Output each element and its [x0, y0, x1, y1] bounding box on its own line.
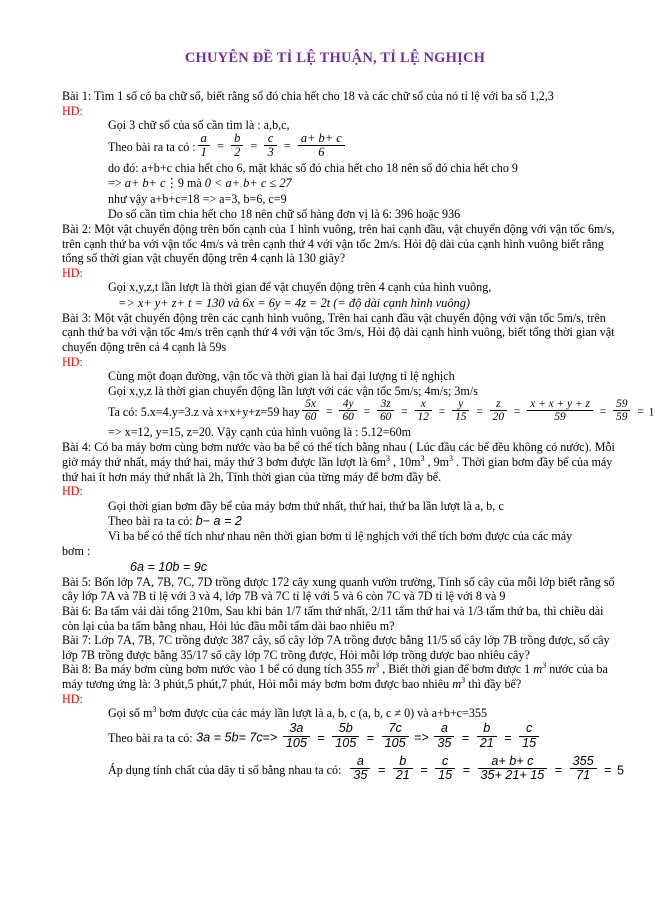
- fraction-59-over-59: $\frac{59}{59}$: [613, 398, 630, 424]
- exercise-1-divisibility: a+ b+ c: [124, 176, 166, 191]
- exercise-1-line-3: do đó: a+b+c chia hết cho 6, mặt khác số đó chia hết cho 18 nên số đó chia hết cho 9: [108, 161, 518, 176]
- page-title: CHUYÊN ĐỀ TỈ LỆ THUẬN, TỈ LỆ NGHỊCH: [184, 50, 486, 66]
- exercise-2-line-1: Gọi x,y,z,t lần lượt là thời gian để vật chuyển động trên 4 cạnh của hình vuông,: [108, 280, 492, 295]
- fraction-a-over-35: $\frac{a}{35}$: [434, 722, 454, 750]
- document-body: [0, 89, 670, 785]
- exercise-1-arrow: =>: [108, 176, 122, 191]
- exercise-3-hint-label: HD:: [62, 354, 83, 369]
- exercise-3-line-1: Cùng một đoạn đường, vận tốc và thời gian là hai đại lượng tỉ lệ nghịch: [108, 369, 455, 384]
- fraction-c-over-15-b: $\frac{c}{15}$: [435, 755, 455, 783]
- exercise-1-line-6: Do số cần tìm chia hết cho 18 nên chữ số hàng đơn vị là 6: 396 hoặc 936: [108, 206, 461, 221]
- exercise-4-line-4: bơm :: [62, 544, 91, 559]
- exercise-1-equation-1: [108, 130, 618, 161]
- fraction-x-over-12: $\frac{x}{12}$: [415, 398, 432, 424]
- exercise-1-solution: [62, 118, 618, 222]
- fraction-a-over-1: $\frac{a}{1}$: [198, 132, 210, 160]
- exercise-8-hint-label: HD:: [62, 691, 83, 706]
- exercise-4-solution: [62, 499, 618, 575]
- exercise-4-line-5: [62, 560, 618, 575]
- exercise-3-result: 1: [648, 405, 655, 418]
- exercise-1-line-1: Gọi 3 chữ số của số cần tìm là : a,b,c,: [108, 118, 290, 133]
- exercise-1-eq1-lead: Theo bài ra ta có :: [108, 139, 196, 154]
- exercise-1-line-4: => a+ b+ c⋮9 mà 0 < a+ b+ c ≤ 27: [108, 176, 292, 191]
- exercise-8-result: 5: [617, 762, 625, 777]
- exercise-3-eq-math: $\frac{5x}{60}$ = $\frac{4y}{60}$ = $\frac{3z}{60}$ = $\frac{x}{12}$ = $\frac{y}{15}$ = $\frac{z}{20}$ = $\frac{x + x + y + z}{59}$ = $\frac{59}{59}$ = 1: [300, 400, 654, 426]
- exercise-3-eq-lead: Ta có: 5.x=4.y=3.z và x+x+y+z=59 hay: [108, 404, 300, 419]
- exercise-1-statement: Bài 1: Tìm 1 số có ba chữ số, biết rằng số đó chia hết cho 18 và các chữ số của nó tỉ lệ với ba số 1,2,3: [62, 89, 554, 103]
- superscript-3-c: 3: [449, 453, 453, 463]
- exercise-2-line-2: => x+ y+ z+ t = 130 và 6x = 6y = 4z = 2t (= độ dài cạnh hình vuông): [118, 295, 471, 310]
- fraction-3a-over-105: $\frac{3a}{105}$: [283, 722, 310, 750]
- exercise-3-equation: [108, 397, 655, 426]
- exercise-5-statement: Bài 5: Bốn lớp 7A, 7B, 7C, 7D trồng được 172 cây xung quanh vườn trường, Tính số cây của mỗi lớp biết rằng số cây lớp 7A và 7B tỉ lệ với 3 và 4, lớp 7B và 7C tỉ lệ với 5 và 6 còn 7C và 7D tỉ lệ với 8 và 9: [62, 574, 615, 604]
- superscript-3-d: 3: [152, 705, 157, 715]
- unit-m-cubed-2: $m^3$: [533, 661, 547, 677]
- exercise-8-solution: [62, 705, 625, 785]
- exercise-4-eq-6a-10b-9c: 6a = 10b = 9c: [130, 559, 208, 574]
- exercise-8-equation-1: [108, 721, 618, 752]
- superscript-3-a: 3: [386, 453, 390, 463]
- fraction-c-over-15: $\frac{c}{15}$: [519, 722, 539, 750]
- fraction-c-over-3: $\frac{c}{3}$: [264, 132, 276, 160]
- exercise-4-hint-label: HD:: [62, 484, 83, 499]
- exercise-4-statement: Bài 4: Có ba máy bơm cùng bơm nước vào ba bể có thể tích bằng nhau ( Lúc đầu các bể đều không có nước). Mỗi giờ máy thứ nhất, máy thứ hai, máy thứ 3 bơm được lần lượt là $6m^3$ , $10m^3$ , $9m^3$ . Thời gian bơm đầy bể của máy thứ hai ít hơn máy thứ nhất là 2h, Tính thời gian của từng máy để bơm đầy bể.: [62, 440, 615, 484]
- fraction-sum-over-6: $\frac{a+ b+ c}{6}$: [298, 132, 345, 160]
- exercise-1-line-5: như vậy a+b+c=18 => a=3, b=6, c=9: [108, 191, 287, 206]
- exercise-1-eq1-math: $\frac{a}{1}$ = $\frac{b}{2}$ = $\frac{c}{3}$ = $\frac{a+ b+ c}{6}$: [196, 133, 347, 161]
- exercise-1-mid: 9 mà: [177, 176, 202, 191]
- exercise-6-statement: Bài 6: Ba tấm vải dài tổng 210m, Sau khi bán 1/7 tấm thứ nhất, 2/11 tấm thứ hai và 1/3 tấm thứ ba, thì chiều dài còn lại của ba tấm bằng nhau, Hỏi lúc đầu mỗi tấm dài bao nhiêu m?: [62, 603, 604, 633]
- exercise-4-line-2: Theo bài ra ta có: b− a = 2: [108, 513, 242, 528]
- fraction-7c-over-105: $\frac{7c}{105}$: [382, 722, 409, 750]
- unit-m-cubed-1: $m^3$: [366, 661, 380, 677]
- exercise-1-hint-label: HD:: [62, 103, 83, 118]
- fraction-4y-over-60: $\frac{4y}{60}$: [339, 398, 356, 424]
- unit-m-cubed-3: $m^3$: [452, 675, 466, 691]
- fraction-355-over-71: $\frac{355}{71}$: [570, 755, 597, 783]
- exercise-7-statement: Bài 7: Lớp 7A, 7B, 7C trồng được 387 cây, số cây lớp 7A trồng được bằng 11/5 số cây lớp 7B trồng được, số cây lớp 7B trồng được bằng 35/17 số cây lớp 7C trồng được, Hỏi mỗi lớp trồng được bao nhiêu cây?: [62, 633, 610, 662]
- exercise-3-line-4: => x=12, y=15, z=20. Vậy cạnh của hình vuông là : 5.12=60m: [108, 425, 412, 440]
- fraction-b-over-21: $\frac{b}{21}$: [477, 722, 497, 750]
- exercise-1-range: 0 < a+ b+ c ≤ 27: [204, 176, 292, 191]
- fraction-5b-over-105: $\frac{5b}{105}$: [332, 722, 359, 750]
- exercise-2-hint-label: HD:: [62, 265, 83, 280]
- exercise-8-eq1-math: 3a = 5b= 7c=> $\frac{3a}{105}$ = $\frac{5b}{105}$ = $\frac{7c}{105}$ => $\frac{a}{35}$ = $\frac{b}{21}$ = $\frac{c}{15}$: [193, 724, 542, 752]
- exercise-4-line-3: Vì ba bể có thể tích như nhau nên thời gian bơm tỉ lệ nghịch với thể tích bơm được của các máy: [108, 529, 573, 544]
- exercise-4-line-1: Gọi thời gian bơm đầy bể của máy bơm thứ nhất, thứ hai, thứ ba lần lượt là a, b, c: [108, 498, 504, 513]
- exercise-8-eq2-lead: Áp dụng tính chất của dãy tỉ số bằng nhau ta có:: [108, 763, 342, 778]
- exercise-2-solution: [62, 280, 618, 310]
- exercise-8-eq1-lead: Theo bài ra ta có:: [108, 730, 193, 745]
- fraction-a-over-35-b: $\frac{a}{35}$: [350, 755, 370, 783]
- fraction-b-over-21-b: $\frac{b}{21}$: [393, 755, 413, 783]
- fraction-y-over-15: $\frac{y}{15}$: [452, 398, 469, 424]
- exercise-3-statement: Bài 3: Một vật chuyển động trên các cạnh hình vuông, Trên hai cạnh đầu vật chuyển động với vận tốc 5m/s, trên cạnh thứ ba với vận tốc 4m/s trên cạnh thứ 4 với vận tốc 3m/s, Hỏi độ dài cạnh hình vuông, biết tổng thời gian vật chuyển động trên cả 4 cạnh là 59s: [62, 310, 615, 354]
- exercise-8-equation-2: [108, 753, 625, 785]
- fraction-z-over-20: $\frac{z}{20}$: [490, 398, 507, 424]
- exercise-8-eq2-math: $\frac{a}{35}$ = $\frac{b}{21}$ = $\frac{c}{15}$ = $\frac{a+ b+ c}{35+ 21+ 15}$ = $\frac{355}{71}$ = 5: [341, 757, 624, 785]
- fraction-b-over-2: $\frac{b}{2}$: [231, 132, 243, 160]
- fraction-sum-over-59: $\frac{x + x + y + z}{59}$: [527, 398, 593, 424]
- superscript-3-b: 3: [420, 453, 425, 463]
- exercise-3-line-2: Gọi x,y,z là thời gian chuyển động lần lượt với các vận tốc 5m/s; 4m/s; 3m/s: [108, 384, 478, 399]
- exercise-8-statement: Bài 8: Ba máy bơm cùng bơm nước vào 1 bể có dung tích 355 $m^3$ , Biết thời gian để bơm được 1 $m^3$ nước của ba máy tương ứng là: 3 phút,5 phút,7 phút, Hỏi mỗi máy bơm bơm được bao nhiêu $m^3$ thì đầy bể?: [62, 661, 608, 691]
- exercise-4-eq-b-minus-a: b− a = 2: [195, 513, 242, 528]
- fraction-5x-over-60: $\frac{5x}{60}$: [302, 398, 319, 424]
- exercise-2-statement: Bài 2: Một vật chuyển động trên bốn cạnh của 1 hình vuông, trên hai cạnh đầu, vật chuyển động với vận tốc 6m/s, trên cạnh thứ ba với vận tốc 4m/s và trên cạnh thứ 4 với vận tốc 2m/s. Hỏi độ dài của cạnh hình vuông biết rằng tổng số thời gian vật chuyển động trên 4 cạnh là 130 giây?: [62, 221, 615, 266]
- exercise-8-line-1: Gọi số $m^3$ bơm được của các máy lần lượt là a, b, c (a, b, c ≠ 0) và a+b+c=355: [108, 705, 488, 721]
- exercise-3-solution: [62, 369, 655, 440]
- fraction-sum-over-sum: $\frac{a+ b+ c}{35+ 21+ 15}$: [478, 755, 548, 783]
- fraction-3z-over-60: $\frac{3z}{60}$: [377, 398, 394, 424]
